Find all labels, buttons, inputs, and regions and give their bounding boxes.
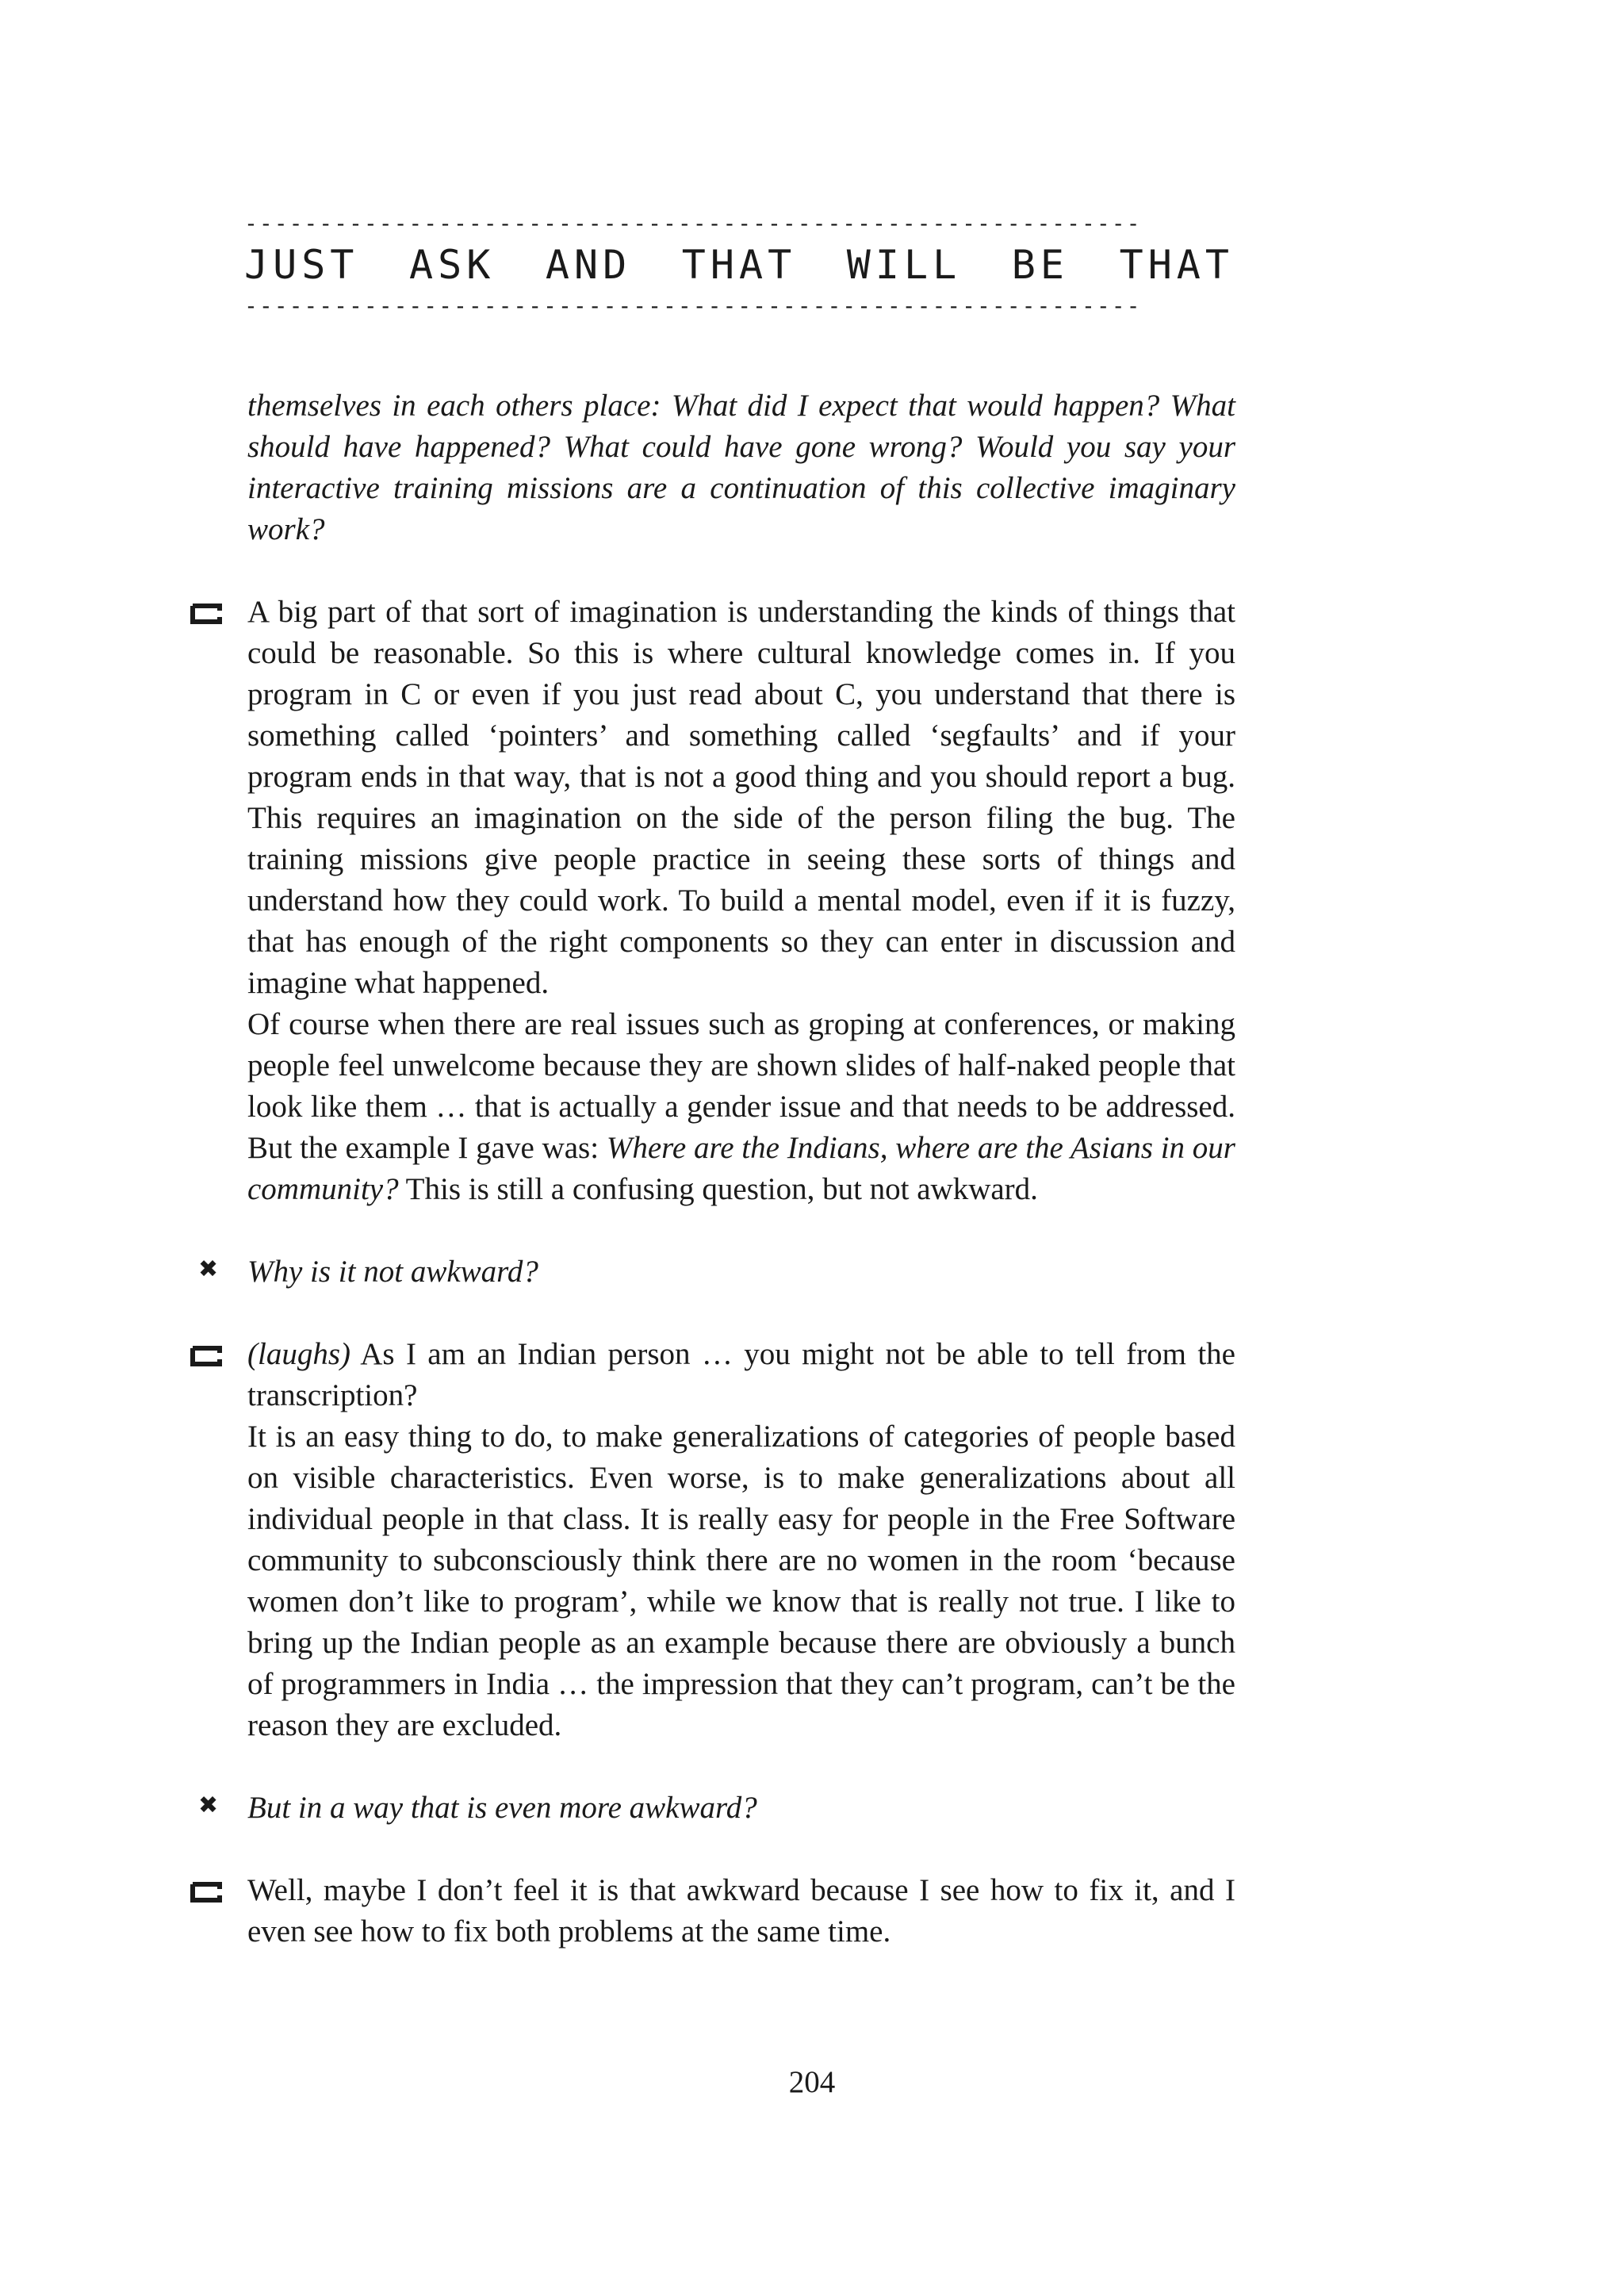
answer-1-paragraph-2	[247, 1004, 1235, 1210]
x-mark-icon: ✖	[198, 1255, 219, 1283]
answer-1-paragraph-1: A big part of that sort of imagination is understanding the kinds of things that could be reasonable. So this is where cultural knowledge comes in. If you program in C or even if you just read about C, you understand that there is something called ‘pointers’ and something called ‘segfaults’ and if your program ends in that way, that is not a good thing and you should report a bug. This requires an imagination on the side of the person filing the bug. The training missions give people practice in seeing these sorts of things and understand how they could work. To build a mental model, even if it is fuzzy, that has enough of the right components so they can enter in discussion and imagine what happened.	[247, 595, 1235, 1000]
header-bottom-rule: ------------------------------------------------------------	[244, 293, 1142, 319]
intro-question: themselves in each others place: What did I expect that would happen? What should have happened? What could have gone wrong? Would you say your interactive training missions are a continuation of this collective imaginary work?	[247, 389, 1235, 546]
answer-2-paragraph-2: It is an easy thing to do, to make generalizations of categories of people based on visible characteristics. Even worse, is to make generalizations about all individual people in that class. It is really easy for people in the Free Software community to subconsciously think there are no women in the room ‘because women don’t like to program’, while we know that is really not true. I like to bring up the Indian people as an example because there are obviously a bunch of programmers in India … the impression that they can’t program, can’t be the reason they are excluded.	[247, 1420, 1235, 1742]
page-number: 204	[788, 2065, 836, 2099]
bracket-square-icon	[190, 1881, 222, 1903]
question-3: But in a way that is even more awkward?	[247, 1791, 757, 1825]
answer-2-text: As I am an Indian person … you might not be able to tell from the transcription?	[247, 1337, 1235, 1412]
question-block-2	[198, 1251, 1235, 1293]
answer-1-emphasis: Where are the Indians, where are the Asians in our community?	[247, 1131, 1235, 1206]
answer-block-3	[247, 1870, 1235, 1952]
answer-2-paragraph-1	[247, 1334, 1235, 1416]
bracket-square-icon	[190, 603, 222, 625]
header-top-rule: ------------------------------------------------------------	[244, 210, 1142, 236]
answer-block-2	[247, 1334, 1235, 1746]
page-body	[198, 385, 1235, 1994]
answer-1-text-a: Of course when there are real issues such as groping at conferences, or making people feel unwelcome because they are shown slides of half-naked people that look like them … that is actually a gender issue and that needs to be addressed. But the example I gave was:	[247, 1007, 1235, 1165]
question-2: Why is it not awkward?	[247, 1255, 538, 1289]
answer-1-text-b: This is still a confusing question, but not awkward.	[398, 1172, 1038, 1206]
answer-3: Well, maybe I don’t feel it is that awkward because I see how to fix it, and I even see how to fix both problems at the same time.	[247, 1873, 1235, 1949]
answer-2-laughs: (laughs)	[247, 1337, 350, 1371]
header-title: JUST ASK AND THAT WILL BE THAT	[244, 242, 1234, 288]
x-mark-icon: ✖	[198, 1791, 219, 1819]
answer-block-1	[247, 592, 1235, 1210]
bracket-square-icon	[190, 1345, 222, 1367]
question-block-3	[198, 1788, 1235, 1829]
running-header	[244, 208, 1234, 322]
